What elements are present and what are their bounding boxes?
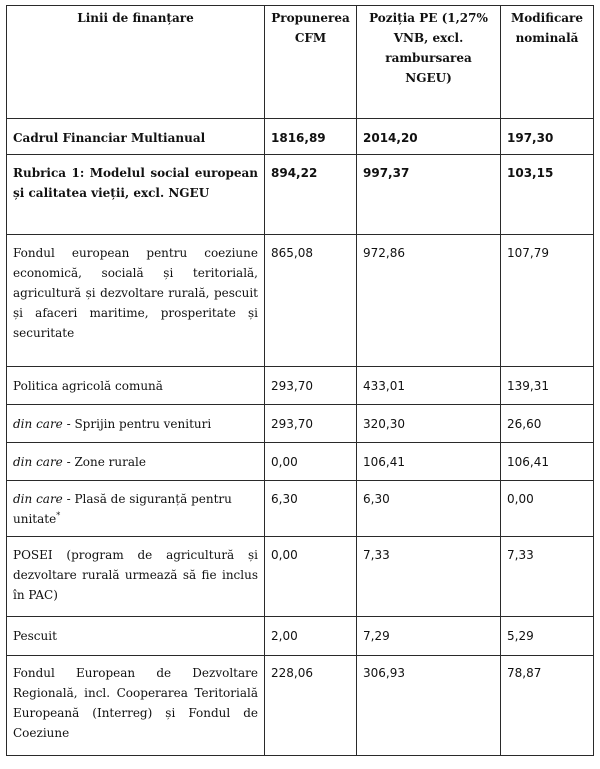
row-change-value: 197,30 — [501, 119, 594, 155]
row-prefix: din care — [13, 417, 63, 431]
row-change-value: 107,79 — [501, 235, 594, 367]
table-row — [7, 481, 594, 537]
row-mff-value: 293,70 — [265, 367, 357, 405]
row-label: Pescuit — [7, 617, 265, 656]
row-prefix: din care — [13, 492, 63, 506]
row-label: din care - Sprijin pentru venituri — [7, 405, 265, 443]
row-change-value: 0,00 — [501, 481, 594, 537]
row-mff-value: 0,00 — [265, 537, 357, 617]
row-change-value: 78,87 — [501, 656, 594, 756]
table-row — [7, 656, 594, 756]
table-row — [7, 235, 594, 367]
header-financing-lines: Linii de finanțare — [7, 6, 265, 119]
row-mff-value: 865,08 — [265, 235, 357, 367]
row-ep-value: 433,01 — [357, 367, 501, 405]
table-row — [7, 443, 594, 481]
table-row — [7, 367, 594, 405]
row-mff-value: 228,06 — [265, 656, 357, 756]
row-prefix: din care — [13, 455, 63, 469]
table-row — [7, 119, 594, 155]
row-ep-value: 2014,20 — [357, 119, 501, 155]
row-change-value: 106,41 — [501, 443, 594, 481]
table-row — [7, 537, 594, 617]
footnote-mark: * — [56, 511, 61, 520]
row-ep-value: 7,29 — [357, 617, 501, 656]
header-nominal-change: Modificare nominală — [501, 6, 594, 119]
header-row — [7, 6, 594, 119]
row-ep-value: 7,33 — [357, 537, 501, 617]
row-ep-value: 106,41 — [357, 443, 501, 481]
row-change-value: 26,60 — [501, 405, 594, 443]
row-label: Politica agricolă comună — [7, 367, 265, 405]
row-ep-value: 320,30 — [357, 405, 501, 443]
row-mff-value: 0,00 — [265, 443, 357, 481]
row-change-value: 139,31 — [501, 367, 594, 405]
table-row — [7, 617, 594, 656]
row-label: Fondul european pentru coeziune economică, socială și teritorială, agricultură și dezvoltare rurală, pescuit și afaceri maritime, prosperitate și securitate — [7, 235, 265, 367]
row-label: POSEI (program de agricultură și dezvoltare rurală urmează să fie inclus în PAC) — [7, 537, 265, 617]
row-change-value: 103,15 — [501, 155, 594, 235]
row-change-value: 5,29 — [501, 617, 594, 656]
row-mff-value: 1816,89 — [265, 119, 357, 155]
table-row — [7, 405, 594, 443]
row-label: Fondul European de Dezvoltare Regională, incl. Cooperarea Teritorială Europeană (Interreg) și Fondul de Coeziune — [7, 656, 265, 756]
row-mff-value: 6,30 — [265, 481, 357, 537]
row-ep-value: 6,30 — [357, 481, 501, 537]
row-mff-value: 293,70 — [265, 405, 357, 443]
row-change-value: 7,33 — [501, 537, 594, 617]
row-mff-value: 894,22 — [265, 155, 357, 235]
row-ep-value: 997,37 — [357, 155, 501, 235]
row-ep-value: 306,93 — [357, 656, 501, 756]
row-label: Cadrul Financiar Multianual — [7, 119, 265, 155]
row-label: Rubrica 1: Modelul social european și calitatea vieții, excl. NGEU — [7, 155, 265, 235]
table-row — [7, 155, 594, 235]
row-mff-value: 2,00 — [265, 617, 357, 656]
header-ep-position: Poziția PE (1,27% VNB, excl. rambursarea NGEU) — [357, 6, 501, 119]
row-label: din care - Zone rurale — [7, 443, 265, 481]
header-mff-proposal: Propunerea CFM — [265, 6, 357, 119]
row-ep-value: 972,86 — [357, 235, 501, 367]
financing-table — [6, 5, 594, 756]
row-label: din care - Plasă de siguranță pentru unitate* — [7, 481, 265, 537]
